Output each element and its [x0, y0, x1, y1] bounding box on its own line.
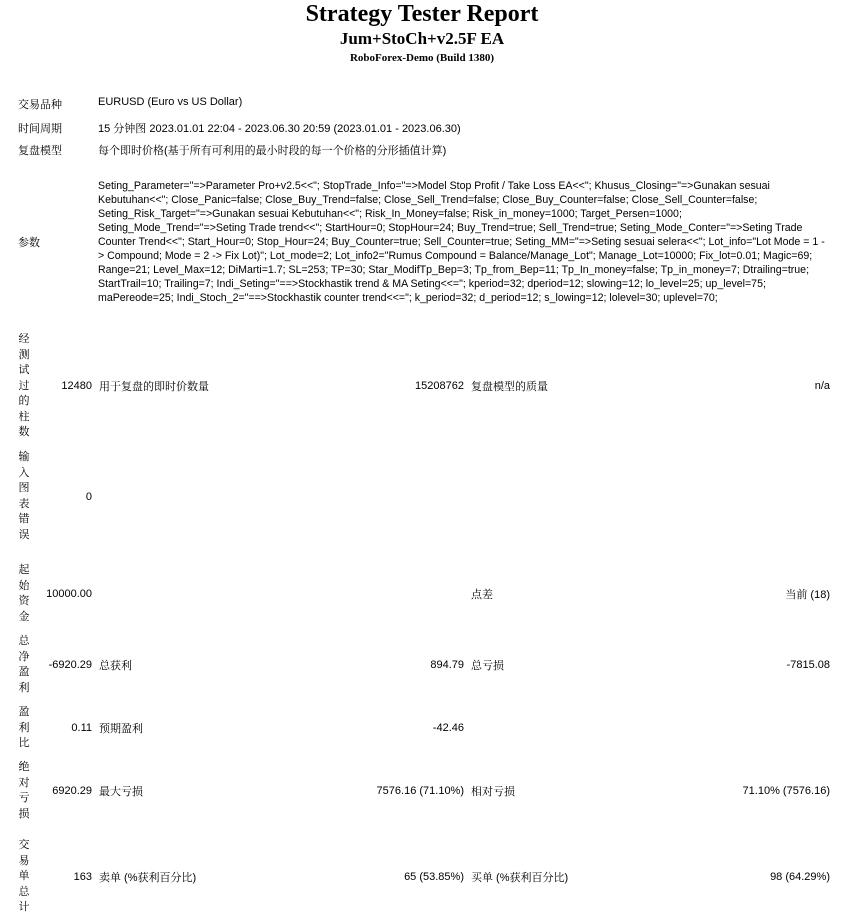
parameters-row: [18, 163, 830, 320]
trades-row: [14, 838, 830, 916]
errors-row: [14, 450, 830, 543]
model-row: [18, 142, 830, 158]
bars-label: 经 测 试 过 的 柱 数: [18, 333, 30, 438]
errors-label: 输 入 图 表 错 误: [18, 451, 30, 541]
report-header: [0, 0, 844, 66]
quality-value: n/a: [814, 380, 830, 393]
abs-drawdown-label: 绝 对 亏 损: [18, 761, 30, 820]
symbol-row: [18, 96, 830, 112]
short-positions-value: 65 (53.85%): [404, 870, 464, 883]
deposit-value: 10000.00: [46, 588, 92, 600]
period-label: 时间周期: [18, 123, 62, 135]
model-label: 复盘模型: [18, 145, 62, 157]
total-trades-value: 163: [73, 870, 92, 883]
short-positions-label: 卖单 (%获利百分比): [99, 871, 197, 884]
expected-payoff-label: 预期盈利: [99, 723, 143, 736]
total-trades-label: 交 易 单 总 计: [18, 839, 30, 913]
drawdown-row: [14, 760, 830, 822]
bars-row: [14, 332, 830, 441]
net-profit-label: 总 净 盈 利: [18, 635, 30, 694]
gross-loss-value: -7815.08: [786, 659, 830, 671]
max-drawdown-value: 7576.16 (71.10%): [376, 785, 464, 797]
symbol-label: 交易品种: [18, 99, 62, 111]
report-title: Strategy Tester Report: [305, 1, 539, 27]
max-drawdown-label: 最大亏损: [99, 786, 143, 798]
spread-value: 当前 (18): [785, 589, 830, 601]
server-build: RoboForex-Demo (Build 1380): [349, 52, 494, 64]
deposit-row: [14, 563, 830, 625]
rel-drawdown-label: 相对亏损: [471, 786, 515, 798]
profit-factor-label: 盈 利 比: [18, 706, 30, 749]
long-positions-value: 98 (64.29%): [770, 870, 830, 883]
abs-drawdown-value: 6920.29: [52, 785, 92, 797]
gross-profit-label: 总获利: [99, 660, 132, 672]
ticks-value: 15208762: [415, 380, 464, 393]
deposit-label: 起 始 资 金: [18, 564, 30, 623]
errors-value: 0: [85, 490, 92, 503]
ticks-label: 用于复盘的即时价数量: [99, 381, 209, 394]
profit-factor-value: 0.11: [71, 722, 92, 735]
bars-value: 12480: [61, 380, 92, 393]
period-value: 15 分钟图 2023.01.01 22:04 - 2023.06.30 20:59 (2023.01.01 - 2023.06.30): [98, 123, 461, 135]
profit-factor-row: [14, 705, 830, 752]
net-profit-row: [14, 634, 830, 696]
parameters-label: 参数: [18, 236, 40, 249]
net-profit-value: -6920.29: [48, 659, 92, 671]
gross-loss-label: 总亏损: [471, 660, 504, 672]
period-row: [18, 120, 830, 136]
long-positions-label: 买单 (%获利百分比): [471, 871, 569, 884]
rel-drawdown-value: 71.10% (7576.16): [742, 785, 830, 797]
quality-label: 复盘模型的质量: [471, 381, 548, 394]
model-value: 每个即时价格(基于所有可利用的最小时段的每一个价格的分形插值计算): [98, 145, 447, 157]
gross-profit-value: 894.79: [430, 659, 464, 671]
parameters-value: Seting_Parameter="=>Parameter Pro+v2.5<<"; StopTrade_Info="=>Model Stop Profit / Take Loss EA<<"; Khusus_Closing="=>Gunakan sesuai Kebutuhan<<"; Close_Panic=false; Close_Buy_Trend=false; Close_Sell_Trend=false; Close_Buy_Counter=false; Close_Sell_Counter=false; Seting_Risk_Target="=>Gunakan sesuai Kebutuhan<<"; Risk_In_Money=false; Risk_in_money=1000; Target_Persen=1000; Seting_Mode_Trend="=>Seting Trade trend<<"; StartHour=0; StopHour=24; Buy_Trend=true; Sell_Trend=true; Seting_Mode_Conter="=>Seting Trade Counter Trend<<"; Start_Hour=0; Stop_Hour=24; Buy_Counter=true; Sell_Counter=true; Seting_MM="=>Seting sesuai selera<<"; Lot_info="Lot Mode = 1 -> Compound; Mode = 2 -> Fix Lot)"; Lot_mode=2; Lot_info2="Rumus Compound = Balance/Manage_Lot"; Manage_Lot=10000; Fix_lot=0.01; Magic=69; Range=21; Level_Max=12; DiMarti=1.7; SL=253; TP=30; Star_ModifTp_Bep=3; Tp_from_Bep=11; Tp_In_money=false; Tp_in_money=7; Dtrailing=true; StartTrail=10; Trailing=7; Indi_Seting="==>Stockhastik trend & MA Seting<<="; kperiod=32; dperiod=12; slowing=12; lo_level=25; up_level=75; maPereode=25; Indi_Stoch_2="==>Stockhastik counter trend<<="; k_period=32; d_period=12; s_lowing=12; lolevel=30; uplevel=70;: [98, 179, 825, 304]
expected-payoff-value: -42.46: [432, 722, 464, 735]
symbol-value: EURUSD (Euro vs US Dollar): [98, 96, 243, 108]
ea-name: Jum+StoCh+v2.5F EA: [339, 29, 505, 48]
spread-label: 点差: [471, 589, 493, 601]
